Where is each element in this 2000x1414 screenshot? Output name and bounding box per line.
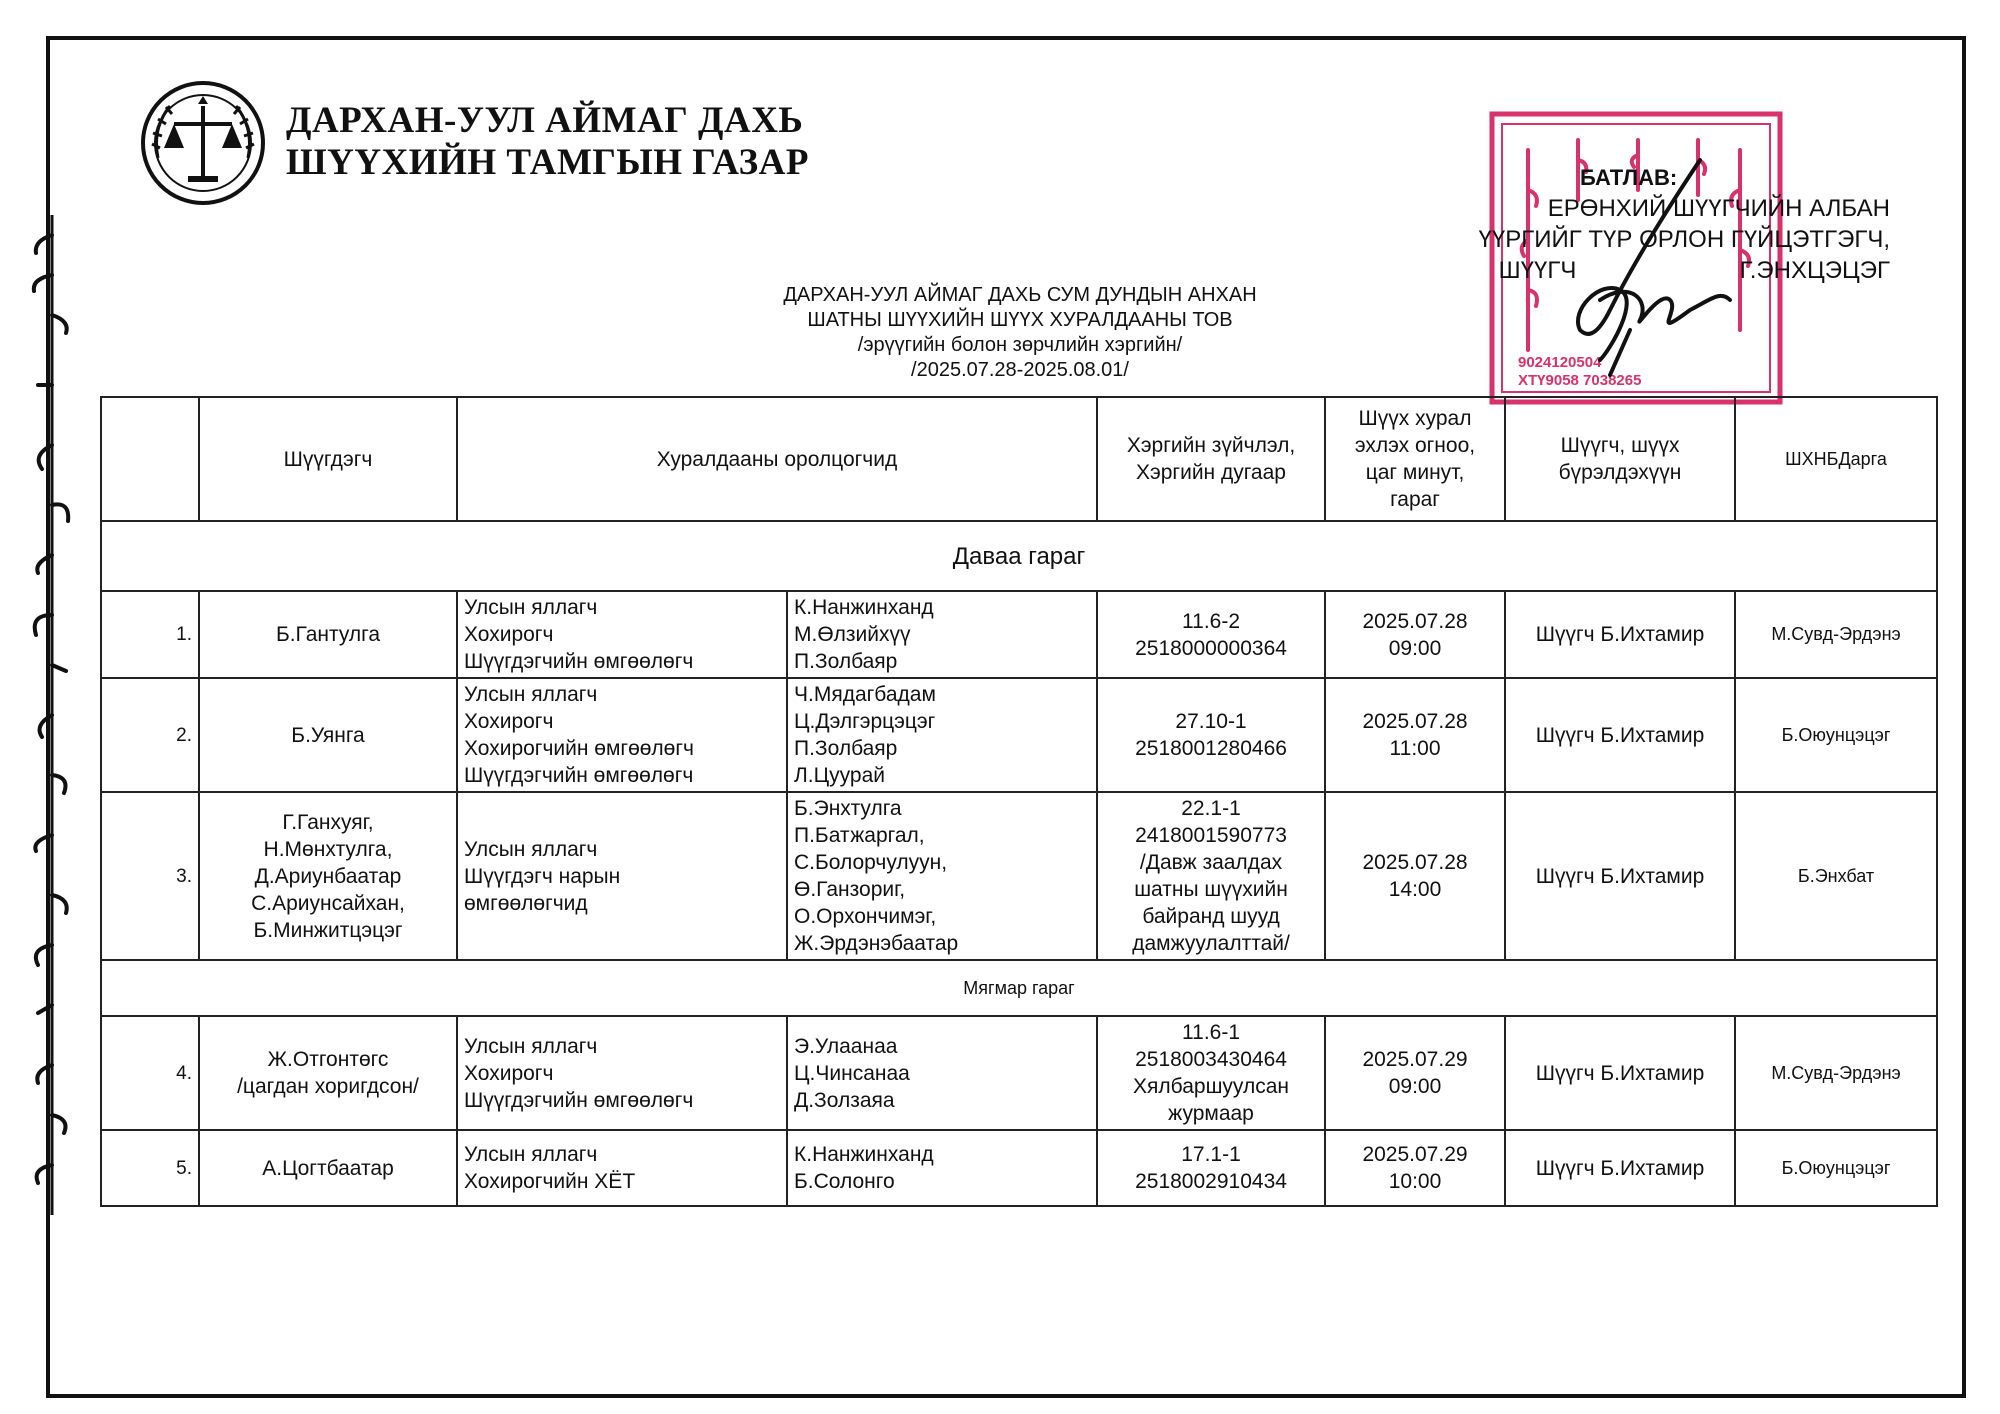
case-cell-line: 2518000000364 bbox=[1135, 636, 1287, 660]
table-row bbox=[101, 678, 1937, 792]
document-title bbox=[630, 283, 1410, 383]
table-row bbox=[101, 1130, 1937, 1206]
start-cell-line: 2025.07.28 bbox=[1362, 710, 1468, 733]
start-cell-line: 11:00 bbox=[1389, 737, 1441, 760]
approval-role: ШҮҮГЧ bbox=[1498, 257, 1577, 284]
case-cell-line: байранд шууд bbox=[1142, 905, 1280, 928]
defendant-cell-line: Б.Минжитцэцэг bbox=[253, 918, 403, 942]
case-cell-line: 2518003430464 bbox=[1135, 1048, 1287, 1071]
header-start-line: гараг bbox=[1390, 488, 1440, 511]
participant-roles-cell-line: Хохирогч bbox=[464, 623, 554, 646]
clerk-cell: М.Сувд-Эрдэнэ bbox=[1735, 591, 1937, 678]
title-line-3: /эрүүгийн болон зөрчлийн хэргийн/ bbox=[857, 334, 1183, 356]
header-defendant: Шүүгдэгч bbox=[199, 397, 457, 521]
participant-names-cell bbox=[787, 678, 1097, 792]
participant-names-cell-line: П.Золбаяр bbox=[794, 650, 898, 673]
participant-roles-cell-line: Улсын яллагч bbox=[464, 596, 598, 619]
start-cell bbox=[1325, 792, 1505, 960]
table-header-row bbox=[101, 397, 1937, 521]
approval-line-2: ҮҮРГИЙГ ТҮР ОРЛОН ГҮЙЦЭТГЭГЧ, bbox=[1478, 226, 1890, 253]
stamp-code-2: ХТҮ9058 7038265 bbox=[1518, 372, 1642, 389]
row-number: 5. bbox=[101, 1130, 199, 1206]
case-cell-line: 11.6-2 bbox=[1182, 609, 1241, 633]
judge-cell: Шүүгч Б.Ихтамир bbox=[1505, 1016, 1735, 1130]
day-label-monday: Даваа гараг bbox=[101, 521, 1937, 591]
participant-roles-cell-line: Улсын яллагч bbox=[464, 1034, 598, 1058]
day-label-tuesday: Мягмар гараг bbox=[101, 960, 1937, 1016]
clerk-cell: Б.Оюунцэцэг bbox=[1735, 1130, 1937, 1206]
day-row-monday bbox=[101, 521, 1937, 591]
participant-roles-cell bbox=[457, 1130, 787, 1206]
participant-names-cell-line: Ө.Ганзориг, bbox=[794, 878, 906, 901]
participant-roles-cell-line: Шүүгдэгчийн өмгөөлөгч bbox=[464, 650, 694, 673]
judge-cell: Шүүгч Б.Ихтамир bbox=[1505, 792, 1735, 960]
participant-names-cell bbox=[787, 792, 1097, 960]
court-emblem-logo bbox=[138, 78, 268, 208]
start-cell-line: 2025.07.29 bbox=[1362, 1143, 1468, 1166]
row-number: 4. bbox=[101, 1016, 199, 1130]
defendant-cell-line: Ж.Отгонтөгс bbox=[267, 1048, 389, 1071]
case-cell bbox=[1097, 792, 1325, 960]
case-cell-line: 11.6-1 bbox=[1182, 1021, 1241, 1044]
participant-names-cell-line: К.Нанжинханд bbox=[794, 596, 934, 619]
participant-names-cell-line: Б.Энхтулга bbox=[794, 797, 902, 820]
participant-names-cell bbox=[787, 1016, 1097, 1130]
stamp-code-1: 9024120504 bbox=[1518, 354, 1602, 371]
case-cell-line: 27.10-1 bbox=[1175, 710, 1247, 733]
start-cell bbox=[1325, 678, 1505, 792]
case-cell bbox=[1097, 678, 1325, 792]
header-case-line: Хэргийн зүйчлэл, bbox=[1126, 434, 1296, 457]
start-cell bbox=[1325, 1016, 1505, 1130]
judge-cell: Шүүгч Б.Ихтамир bbox=[1505, 591, 1735, 678]
defendant-cell-line: Г.Ганхуяг, bbox=[282, 810, 374, 834]
defendant-cell bbox=[199, 1130, 457, 1206]
defendant-cell bbox=[199, 792, 457, 960]
case-cell bbox=[1097, 1130, 1325, 1206]
defendant-cell-line: Б.Уянга bbox=[291, 723, 365, 747]
clerk-cell: М.Сувд-Эрдэнэ bbox=[1735, 1016, 1937, 1130]
clerk-cell: Б.Оюунцэцэг bbox=[1735, 678, 1937, 792]
participant-roles-cell bbox=[457, 678, 787, 792]
participant-roles-cell-line: Хохирогч bbox=[464, 1061, 554, 1085]
participant-names-cell-line: Э.Улаанаа bbox=[794, 1034, 898, 1058]
participant-roles-cell bbox=[457, 1016, 787, 1130]
participant-roles-cell bbox=[457, 792, 787, 960]
case-cell-line: /Давж заалдах bbox=[1139, 851, 1283, 874]
table-row bbox=[101, 591, 1937, 678]
title-line-2: ШАТНЫ ШҮҮХИЙН ШҮҮХ ХУРАЛДААНЫ ТОВ bbox=[807, 309, 1233, 331]
participant-names-cell-line: О.Орхончимэг, bbox=[794, 905, 937, 928]
vertical-script-drawing bbox=[14, 215, 88, 1215]
case-cell-line: Хялбаршуулсан bbox=[1133, 1075, 1289, 1098]
participant-names-cell bbox=[787, 1130, 1097, 1206]
start-cell-line: 10:00 bbox=[1388, 1170, 1442, 1193]
defendant-cell-line: /цагдан хоригдсон/ bbox=[237, 1075, 419, 1098]
header-judge-line: бүрэлдэхүүн bbox=[1558, 461, 1682, 484]
case-cell-line: 2518001280466 bbox=[1135, 737, 1287, 760]
organization-name bbox=[286, 100, 809, 184]
participant-names-cell-line: Ж.Эрдэнэбаатар bbox=[794, 932, 959, 955]
participant-names-cell-line: П.Золбаяр bbox=[794, 737, 898, 760]
case-cell-line: шатны шүүхийн bbox=[1134, 878, 1288, 901]
defendant-cell-line: Б.Гантулга bbox=[275, 623, 381, 646]
approval-signatory: Г.ЭНХЦЭЦЭГ bbox=[1739, 257, 1890, 284]
participant-names-cell-line: Ц.Чинсанаа bbox=[794, 1061, 910, 1085]
header-clerk: ШХНБДарга bbox=[1735, 397, 1937, 521]
participant-names-cell bbox=[787, 591, 1097, 678]
title-line-1: ДАРХАН-УУЛ АЙМАГ ДАХЬ СУМ ДУНДЫН АНХАН bbox=[783, 284, 1257, 306]
table-row bbox=[101, 1016, 1937, 1130]
row-number: 1. bbox=[101, 591, 199, 678]
header-num bbox=[101, 397, 199, 521]
header-start-line: Шүүх хурал bbox=[1358, 407, 1472, 430]
participant-roles-cell-line: Улсын яллагч bbox=[464, 1143, 598, 1166]
vertical-mongolian-script bbox=[14, 215, 88, 1215]
header-start-line: эхлэх огноо, bbox=[1354, 434, 1476, 457]
case-cell-line: 17.1-1 bbox=[1181, 1143, 1241, 1166]
participant-roles-cell-line: Улсын яллагч bbox=[464, 837, 598, 861]
header-case bbox=[1097, 397, 1325, 521]
header-participants: Хуралдааны оролцогчид bbox=[457, 397, 1097, 521]
participant-names-cell-line: П.Батжаргал, bbox=[794, 824, 925, 847]
row-number: 2. bbox=[101, 678, 199, 792]
approval-label: БАТЛАВ: bbox=[1580, 165, 1678, 190]
participant-names-cell-line: Б.Солонго bbox=[794, 1170, 895, 1193]
judge-cell: Шүүгч Б.Ихтамир bbox=[1505, 678, 1735, 792]
participant-roles-cell-line: Шүүгдэгчийн өмгөөлөгч bbox=[464, 1088, 694, 1112]
participant-names-cell-line: М.Өлзийхүү bbox=[794, 623, 911, 646]
start-cell bbox=[1325, 1130, 1505, 1206]
title-line-4: /2025.07.28-2025.08.01/ bbox=[911, 359, 1129, 381]
header-judge bbox=[1505, 397, 1735, 521]
hearing-schedule-table bbox=[100, 396, 1938, 1207]
defendant-cell-line: Н.Мөнхтулга, bbox=[263, 837, 393, 861]
defendant-cell bbox=[199, 1016, 457, 1130]
participant-roles-cell-line: Хохирогчийн өмгөөлөгч bbox=[464, 737, 694, 760]
defendant-cell-line: Д.Ариунбаатар bbox=[254, 864, 402, 888]
start-cell-line: 2025.07.29 bbox=[1362, 1048, 1468, 1071]
case-cell-line: 2518002910434 bbox=[1135, 1170, 1287, 1193]
participant-roles-cell bbox=[457, 591, 787, 678]
org-line-2: ШҮҮХИЙН ТАМГЫН ГАЗАР bbox=[286, 142, 809, 183]
participant-roles-cell-line: Шүүгдэгч нарын bbox=[464, 864, 621, 888]
defendant-cell bbox=[199, 678, 457, 792]
start-cell-line: 2025.07.28 bbox=[1362, 609, 1468, 633]
header-judge-line: Шүүгч, шүүх bbox=[1560, 434, 1680, 457]
participant-names-cell-line: Ц.Дэлгэрцэцэг bbox=[794, 710, 936, 733]
start-cell-line: 2025.07.28 bbox=[1362, 851, 1468, 874]
participant-names-cell-line: Л.Цуурай bbox=[794, 764, 886, 787]
case-cell-line: 22.1-1 bbox=[1181, 797, 1241, 820]
case-cell bbox=[1097, 1016, 1325, 1130]
scales-of-justice-icon bbox=[138, 78, 268, 208]
participant-roles-cell-line: Хохирогч bbox=[464, 710, 554, 733]
signature bbox=[1540, 150, 1740, 380]
defendant-cell-line: А.Цогтбаатар bbox=[262, 1156, 394, 1180]
start-cell-line: 09:00 bbox=[1388, 1075, 1442, 1098]
clerk-cell: Б.Энхбат bbox=[1735, 792, 1937, 960]
row-number: 3. bbox=[101, 792, 199, 960]
case-cell bbox=[1097, 591, 1325, 678]
approval-line-1: ЕРӨНХИЙ ШҮҮГЧИЙН АЛБАН bbox=[1547, 195, 1890, 222]
header-case-line: Хэргийн дугаар bbox=[1136, 461, 1286, 484]
table-row bbox=[101, 792, 1937, 960]
start-cell-line: 09:00 bbox=[1388, 636, 1442, 660]
case-cell-line: дамжуулалттай/ bbox=[1132, 932, 1290, 955]
start-cell-line: 14:00 bbox=[1388, 878, 1442, 901]
participant-roles-cell-line: Улсын яллагч bbox=[464, 683, 598, 706]
header-start bbox=[1325, 397, 1505, 521]
judge-cell: Шүүгч Б.Ихтамир bbox=[1505, 1130, 1735, 1206]
header-start-line: цаг минут, bbox=[1365, 461, 1465, 484]
participant-names-cell-line: К.Нанжинханд bbox=[794, 1143, 934, 1166]
participant-names-cell-line: Д.Золзаяа bbox=[794, 1088, 895, 1112]
participant-roles-cell-line: Хохирогчийн ХЁТ bbox=[464, 1170, 636, 1193]
participant-names-cell-line: С.Болорчулуун, bbox=[794, 851, 948, 874]
case-cell-line: журмаар bbox=[1168, 1102, 1254, 1125]
participant-roles-cell-line: Шүүгдэгчийн өмгөөлөгч bbox=[464, 764, 694, 787]
day-row-tuesday bbox=[101, 960, 1937, 1016]
defendant-cell bbox=[199, 591, 457, 678]
case-cell-line: 2418001590773 bbox=[1135, 824, 1287, 847]
signature-drawing bbox=[1540, 150, 1740, 380]
participant-names-cell-line: Ч.Мядагбадам bbox=[794, 683, 936, 706]
defendant-cell-line: С.Ариунсайхан, bbox=[251, 891, 405, 915]
org-line-1: ДАРХАН-УУЛ АЙМАГ ДАХЬ bbox=[286, 100, 804, 141]
start-cell bbox=[1325, 591, 1505, 678]
participant-roles-cell-line: өмгөөлөгчид bbox=[464, 891, 588, 915]
